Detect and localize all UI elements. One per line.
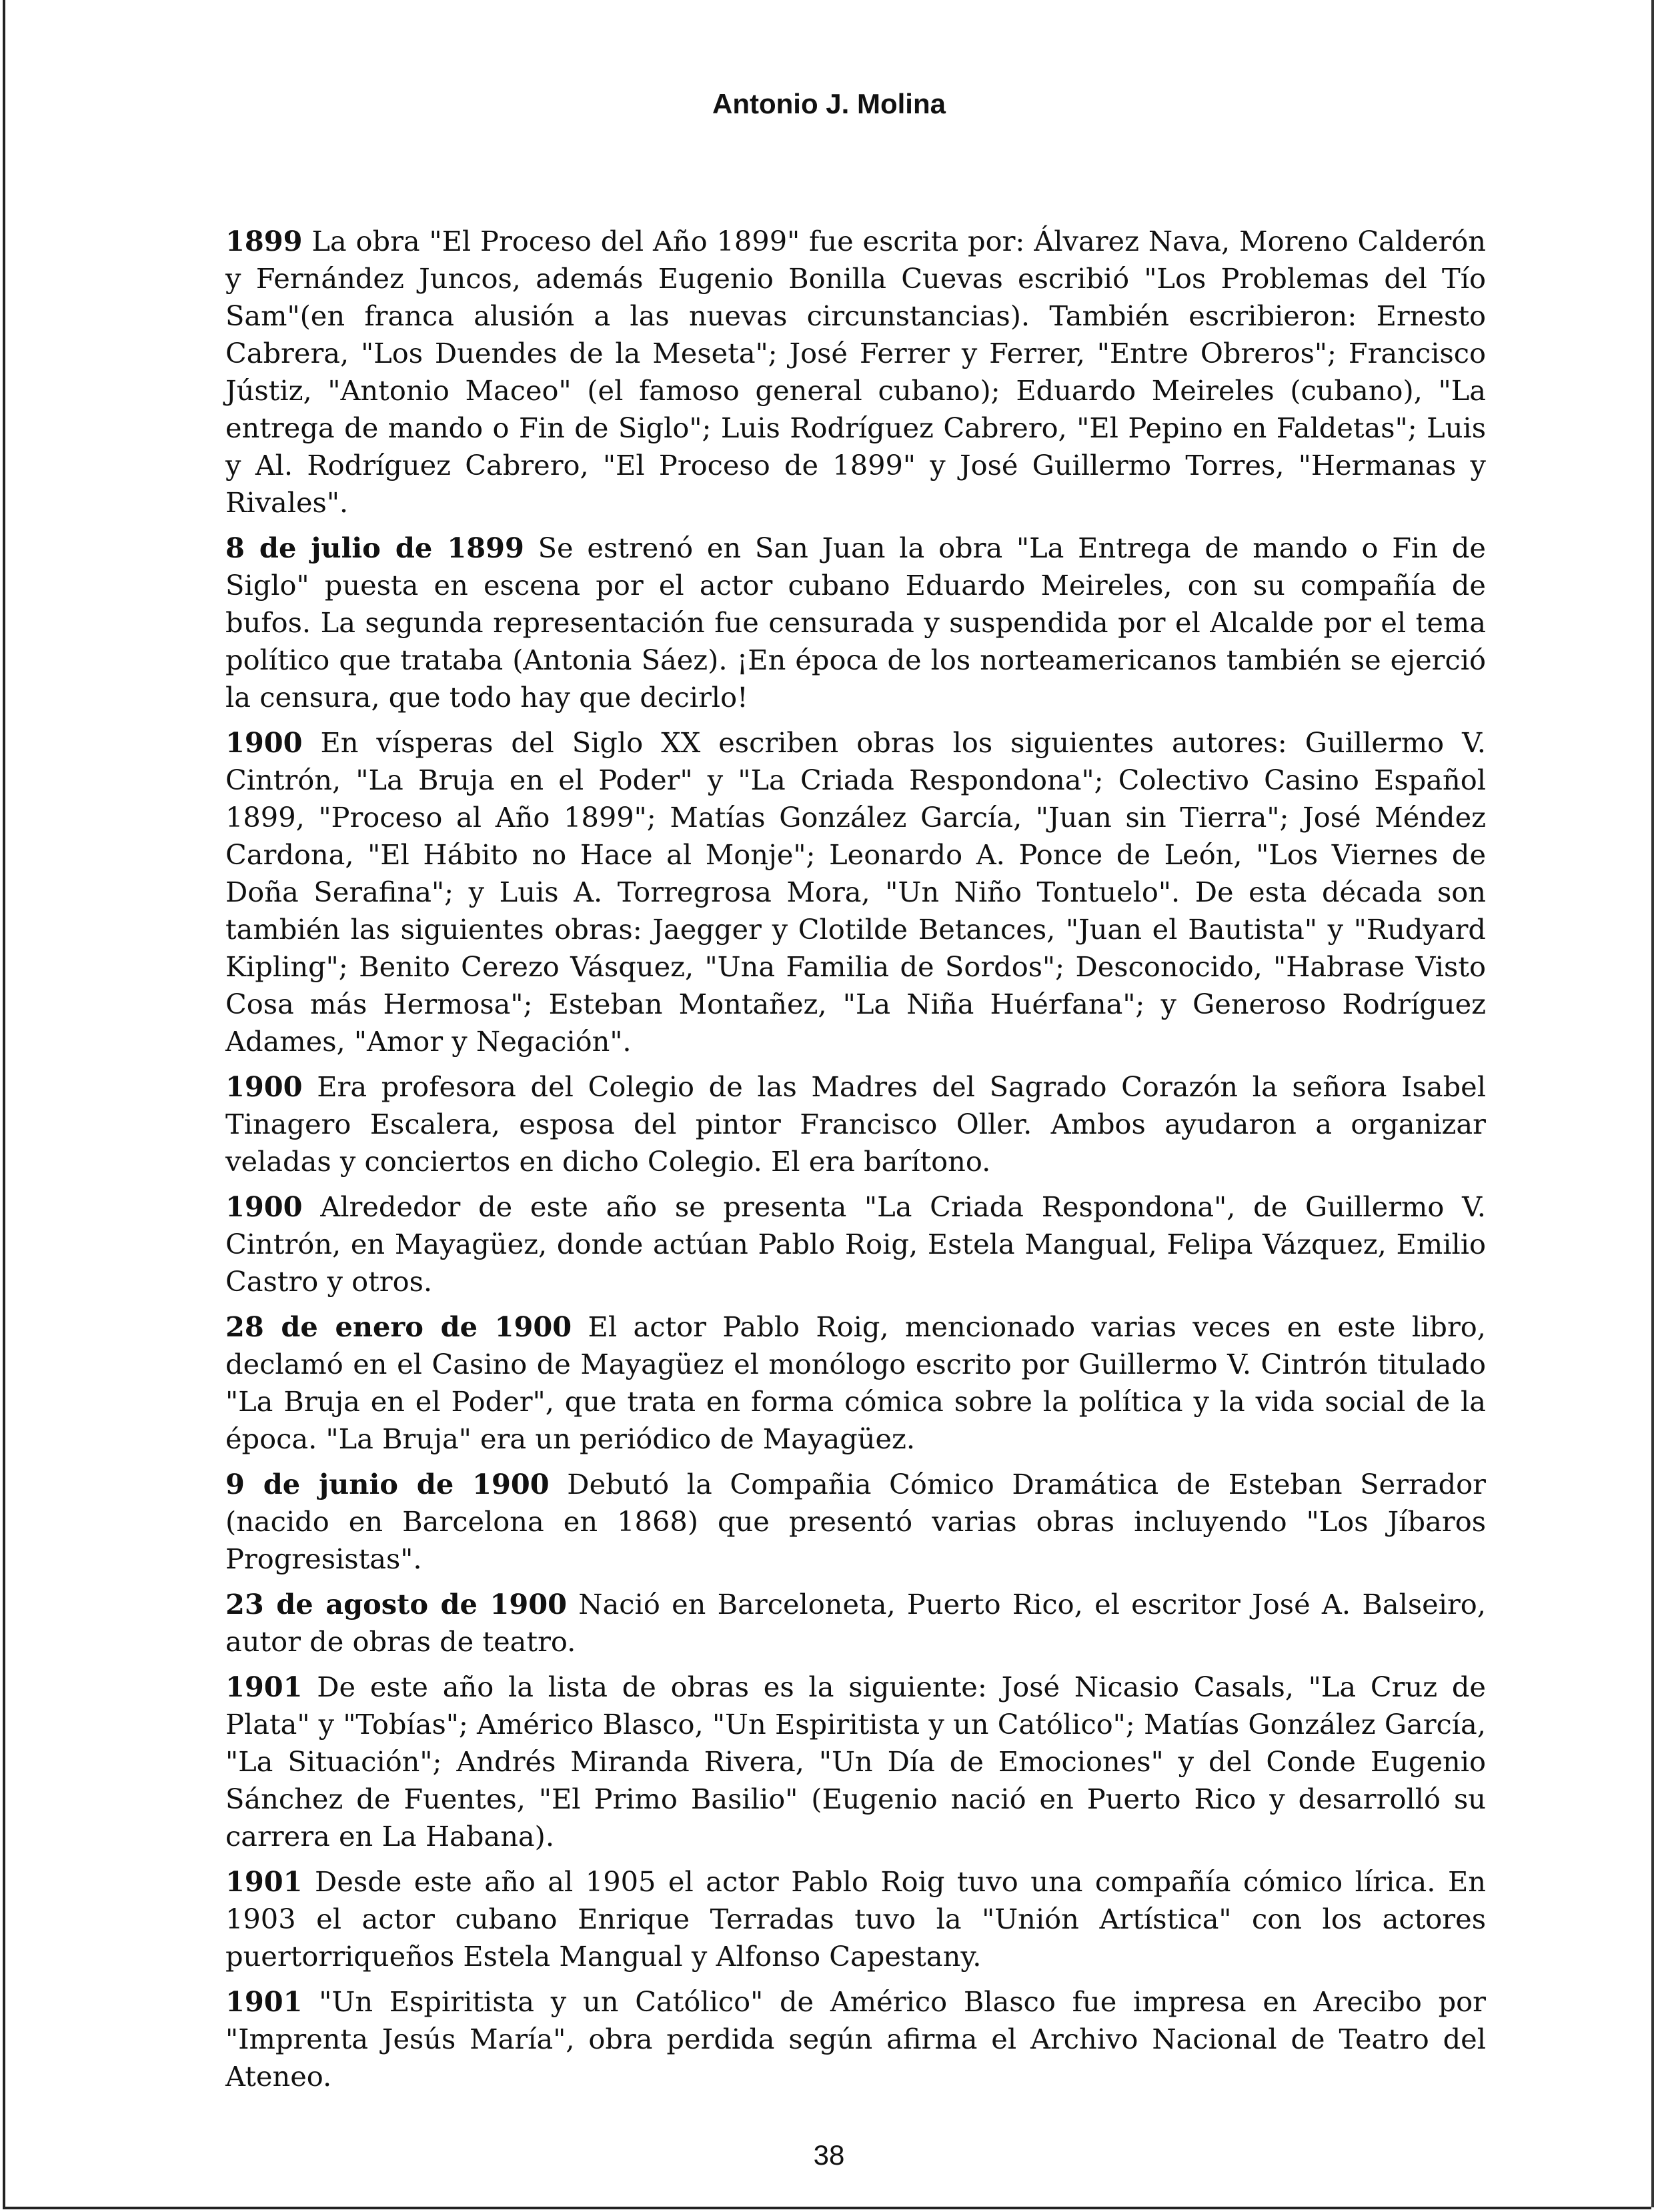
- page-border-bottom: [3, 2207, 1651, 2209]
- chronology-body: [225, 223, 1486, 2103]
- chronology-entry: [225, 1669, 1486, 1855]
- entry-date: 9 de junio de 1900: [225, 1468, 550, 1500]
- entry-text: La obra "El Proceso del Año 1899" fue escrita por: Álvarez Nava, Moreno Calderón y Fernández Juncos, además Eugenio Bonilla Cuevas escribió "Los Problemas del Tío Sam"(en franca alusión a las nuevas circunstancias). También escribieron: Ernesto Cabrera, "Los Duendes de la Meseta"; José Ferrer y Ferrer, "Entre Obreros"; Francisco Jústiz, "Antonio Maceo" (el famoso general cubano); Eduardo Meireles (cubano), "La entrega de mando o Fin de Siglo"; Luis Rodríguez Cabrero, "El Pepino en Faldetas"; Luis y Al. Rodríguez Cabrero, "El Proceso de 1899" y José Guillermo Torres, "Hermanas y Rivales".: [225, 225, 1486, 519]
- entry-text: En vísperas del Siglo XX escriben obras los siguientes autores: Guillermo V. Cintrón, "La Bruja en el Poder" y "La Criada Respondona"; Colectivo Casino Español 1899, "Proceso al Año 1899"; Matías González García, "Juan sin Tierra"; José Méndez Cardona, "El Hábito no Hace al Monje"; Leonardo A. Ponce de León, "Los Viernes de Doña Serafina"; y Luis A. Torregrosa Mora, "Un Niño Tontuelo". De esta década son también las siguientes obras: Jaegger y Clotilde Betances, "Juan el Bautista" y "Rudyard Kipling"; Benito Cerezo Vásquez, "Una Familia de Sordos"; Desconocido, "Habrase Visto Cosa más Hermosa"; Esteban Montañez, "La Niña Huérfana"; y Generoso Rodríguez Adames, "Amor y Negación".: [225, 726, 1487, 1058]
- entry-date: 1901: [225, 1865, 303, 1898]
- entry-text: Desde este año al 1905 el actor Pablo Roig tuvo una compañía cómico lírica. En 1903 el actor cubano Enrique Terradas tuvo la "Unión Artística" con los actores puertorriqueños Estela Mangual y Alfonso Capestany.: [225, 1865, 1486, 1973]
- chronology-entry: [225, 223, 1486, 521]
- running-header-author: Antonio J. Molina: [712, 88, 946, 119]
- entry-text: Alrededor de este año se presenta "La Criada Respondona", de Guillermo V. Cintrón, en Mayagüez, donde actúan Pablo Roig, Estela Mangual, Felipa Vázquez, Emilio Castro y otros.: [225, 1190, 1486, 1298]
- entry-text: "Un Espiritista y un Católico" de Américo Blasco fue impresa en Arecibo por "Imprenta Jesús María", obra perdida según afirma el Archivo Nacional de Teatro del Ateneo.: [225, 1985, 1486, 2093]
- entry-text: De este año la lista de obras es la siguiente: José Nicasio Casals, "La Cruz de Plata" y "Tobías"; Américo Blasco, "Un Espiritista y un Católico"; Matías González García, "La Situación"; Andrés Miranda Rivera, "Un Día de Emociones" y del Conde Eugenio Sánchez de Fuentes, "El Primo Basilio" (Eugenio nació en Puerto Rico y desarrolló su carrera en La Habana).: [225, 1671, 1486, 1853]
- entry-text: Nació en Barceloneta, Puerto Rico, el escritor José A. Balseiro, autor de obras de teatro.: [225, 1588, 1486, 1658]
- chronology-entry: [225, 1068, 1486, 1180]
- entry-text: El actor Pablo Roig, mencionado varias veces en este libro, declamó en el Casino de Mayagüez el monólogo escrito por Guillermo V. Cintrón titulado "La Bruja en el Poder", que trata en forma cómica sobre la política y la vida social de la época. "La Bruja" era un periódico de Mayagüez.: [225, 1310, 1486, 1455]
- entry-date: 1899: [225, 225, 303, 257]
- entry-date: 1901: [225, 1985, 303, 2018]
- page-number: 38: [813, 2139, 845, 2171]
- entry-date: 1901: [225, 1671, 303, 1703]
- page-border-right: [1651, 0, 1654, 2207]
- entry-date: 23 de agosto de 1900: [225, 1588, 567, 1620]
- chronology-entry: [225, 1188, 1486, 1300]
- chronology-entry: [225, 1983, 1486, 2095]
- chronology-entry: [225, 1308, 1486, 1458]
- chronology-entry: [225, 1586, 1486, 1661]
- chronology-entry: [225, 1863, 1486, 1975]
- chronology-entry: [225, 724, 1486, 1060]
- page-border-left: [3, 0, 5, 2207]
- entry-date: 1900: [225, 1190, 303, 1223]
- entry-text: Era profesora del Colegio de las Madres del Sagrado Corazón la señora Isabel Tinagero Escalera, esposa del pintor Francisco Oller. Ambos ayudaron a organizar veladas y conciertos en dicho Colegio. El era barítono.: [225, 1070, 1486, 1178]
- chronology-entry: [225, 529, 1486, 716]
- entry-date: 8 de julio de 1899: [225, 531, 524, 564]
- entry-date: 28 de enero de 1900: [225, 1310, 572, 1343]
- entry-date: 1900: [225, 1070, 303, 1103]
- entry-text: Se estrenó en San Juan la obra "La Entrega de mando o Fin de Siglo" puesta en escena por el actor cubano Eduardo Meireles, con su compañía de bufos. La segunda representación fue censurada y suspendida por el Alcalde por el tema político que trataba (Antonia Sáez). ¡En época de los norteamericanos también se ejerció la censura, que todo hay que decirlo!: [225, 531, 1486, 714]
- chronology-entry: [225, 1466, 1486, 1578]
- entry-text: Debutó la Compañia Cómico Dramática de Esteban Serrador (nacido en Barcelona en 1868) que presentó varias obras incluyendo "Los Jíbaros Progresistas".: [225, 1468, 1487, 1575]
- entry-date: 1900: [225, 726, 303, 759]
